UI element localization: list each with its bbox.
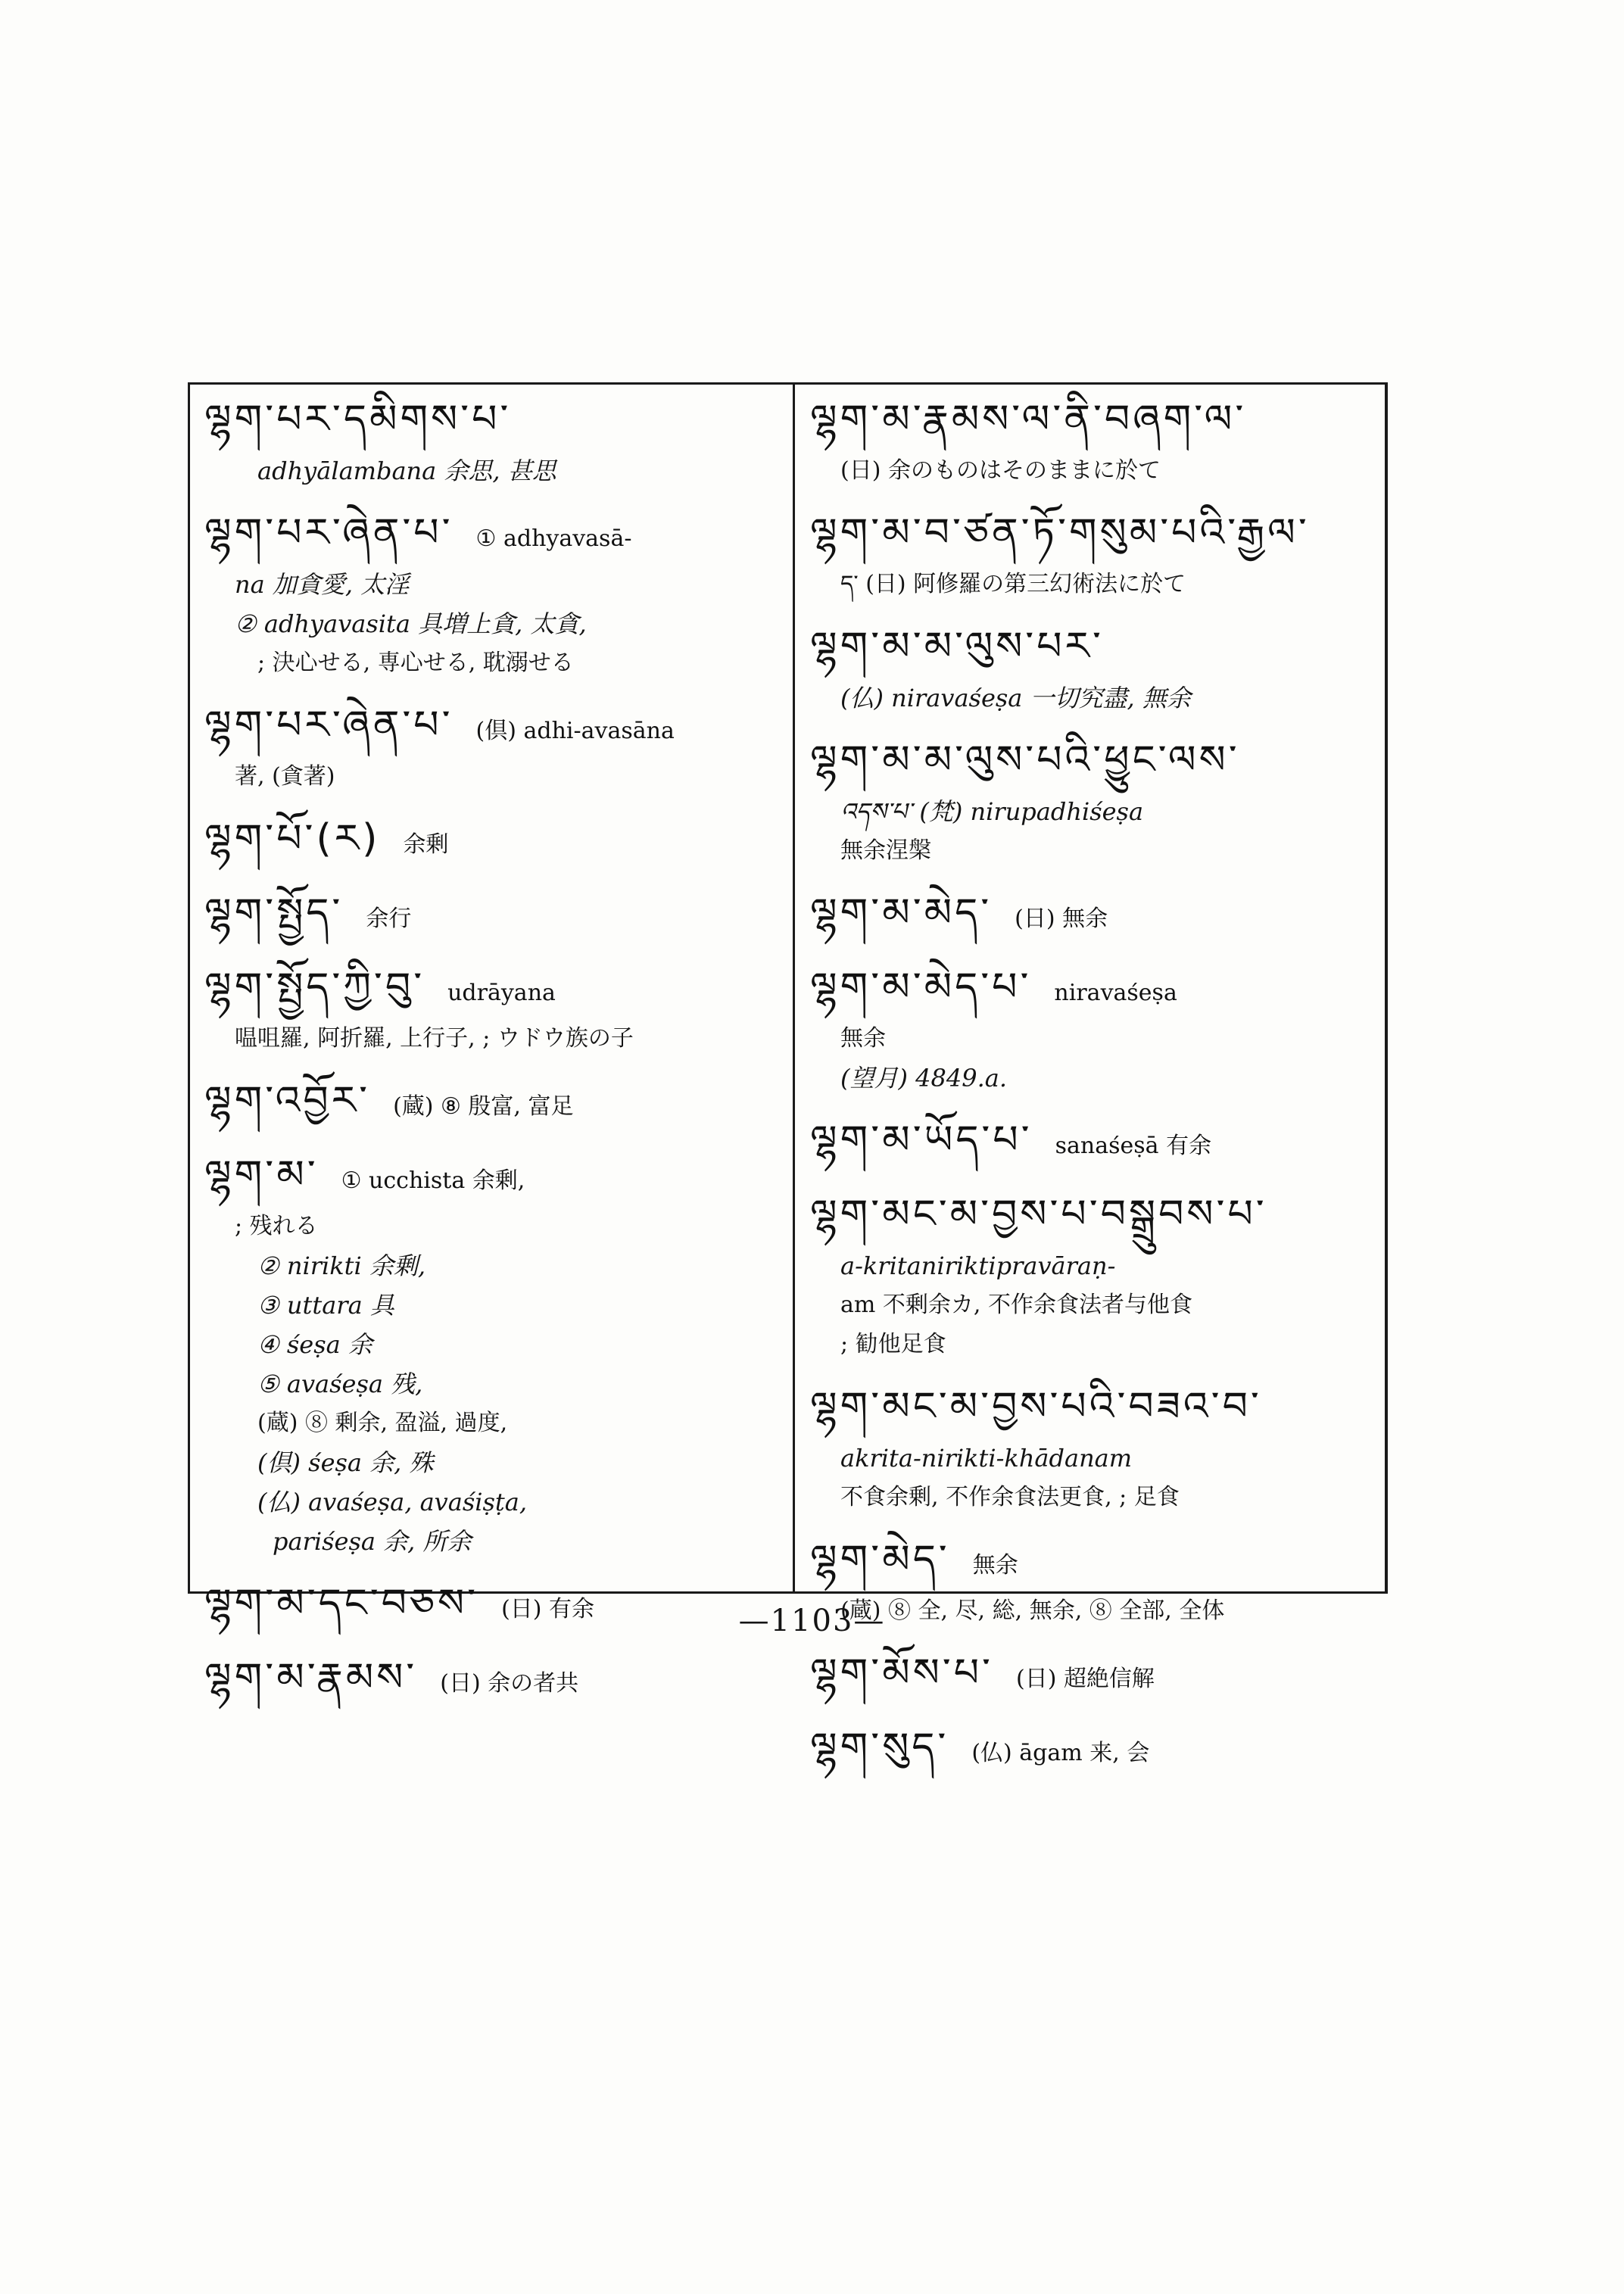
entry-line: ད་ (日) 阿修羅の第三幻術法に於て xyxy=(840,571,1186,597)
entry-gloss: (倶) adhi-avasāna xyxy=(475,718,675,744)
tibetan-headword: ལྷག་མང་མ་བྱས་པའི་བཟའ་བ་ xyxy=(810,1384,1262,1429)
entry-line: 無余 xyxy=(840,1025,886,1052)
entry-gloss: 余剰 xyxy=(403,831,449,858)
dictionary-entry xyxy=(810,1722,1378,1779)
column-divider xyxy=(793,382,795,1594)
dictionary-entry xyxy=(810,507,1378,604)
left-column xyxy=(204,394,780,1726)
dictionary-entry xyxy=(810,394,1378,491)
entry-line: (仏) avaśeṣa, avaśiṣṭa, xyxy=(257,1488,528,1516)
entry-line: 無余涅槃 xyxy=(840,837,931,864)
entry-gloss: (日) 無余 xyxy=(1015,905,1108,932)
entry-line: ② nirikti 余剰, xyxy=(257,1251,426,1280)
dictionary-entry xyxy=(204,813,780,871)
tibetan-headword: ལྷག་མང་མ་བྱས་པ་བསྒྲུབས་པ་ xyxy=(810,1192,1267,1237)
tibetan-headword: ལྷག་སྤྱོད་ xyxy=(204,890,344,936)
entry-gloss: (日) 余の者共 xyxy=(440,1670,579,1697)
tibetan-headword: ལྷག་མ་བ་ཙན་ཏོ་གསུམ་པའི་རྒྱལ་ xyxy=(810,510,1310,556)
dictionary-entry xyxy=(810,621,1378,718)
tibetan-headword: ལྷག་མ་མེད་ xyxy=(810,890,993,936)
entry-line: ; 残れる xyxy=(235,1213,318,1239)
dictionary-entry xyxy=(810,1381,1378,1517)
tibetan-headword: ལྷག་མེད་ xyxy=(810,1537,950,1582)
entry-line: 著, (貪著) xyxy=(235,763,335,790)
tibetan-headword: ལྷག་པར་ཞེན་པ་ xyxy=(204,510,454,556)
tibetan-headword: ལྷག་མ་རྣམས་ xyxy=(204,1655,418,1700)
tibetan-headword: ལྷག་མ་མ་ལུས་པར་ xyxy=(810,624,1104,669)
entry-line: akrita-nirikti-khādanam xyxy=(840,1444,1133,1473)
tibetan-headword: ལྷག་མ་རྣམས་ལ་ནི་བཞག་ལ་ xyxy=(810,397,1247,442)
entry-line: (蔵) ⑧ 剰余, 盈溢, 過度, xyxy=(257,1410,508,1436)
tibetan-headword: ལྷག་འབྱོར་ xyxy=(204,1078,371,1124)
entry-line: ; 決心せる, 専心せる, 耽溺せる xyxy=(257,650,574,676)
entry-gloss: sanaśeṣā 有余 xyxy=(1055,1133,1212,1159)
tibetan-headword: ལྷག་མོས་པ་ xyxy=(810,1650,993,1696)
entry-line: na 加貪愛, 太淫 xyxy=(235,570,410,599)
tibetan-headword: ལྷག་པོ་(ར) xyxy=(204,816,381,862)
dictionary-entry xyxy=(204,887,780,945)
entry-line: ② adhyavasita 具増上貪, 太貪, xyxy=(235,609,587,638)
entry-line: adhyālambana 余思, 甚思 xyxy=(257,457,556,485)
dictionary-entry xyxy=(204,1075,780,1133)
tibetan-headword: ལྷག་མ་ཡོད་པ་ xyxy=(810,1117,1033,1163)
tibetan-headword: ལྷག་མ་དང་བཅས་ xyxy=(204,1581,479,1626)
entry-line: ; 勧他足食 xyxy=(840,1331,946,1357)
entry-gloss: (仏) āgam 来, 会 xyxy=(971,1740,1150,1766)
tibetan-headword: ལྷག་མ་མེད་པ་ xyxy=(810,965,1032,1010)
tibetan-headword: ལྷག་སྤྱོད་ཀྱི་བུ་ xyxy=(204,965,425,1010)
entry-line: (望月) 4849.a. xyxy=(840,1064,1008,1092)
dictionary-entry xyxy=(204,1149,780,1561)
page-number: —1103— xyxy=(738,1604,886,1638)
entry-gloss: 無余 xyxy=(972,1552,1018,1579)
tibetan-headword: ལྷག་སུད་ xyxy=(810,1725,949,1770)
dictionary-entry xyxy=(204,1652,780,1710)
dictionary-entry xyxy=(204,394,780,491)
entry-line: (仏) niravaśeṣa 一切究盡, 無余 xyxy=(840,684,1191,712)
entry-line: 嗢咀羅, 阿折羅, 上行子, ; ウドウ族の子 xyxy=(235,1025,634,1052)
tibetan-headword: ལྷག་མ་ xyxy=(204,1152,319,1198)
entry-line: ④ śeṣa 余 xyxy=(257,1330,372,1359)
entry-line: འདས་པ་ (梵) nirupadhiśeṣa xyxy=(840,797,1144,826)
entry-gloss: (日) 超絶信解 xyxy=(1015,1666,1155,1692)
right-column xyxy=(810,394,1378,1796)
entry-line: (倶) śeṣa 余, 殊 xyxy=(257,1448,434,1477)
dictionary-entry xyxy=(810,1647,1378,1705)
entry-gloss: ① adhyavasā- xyxy=(475,525,632,552)
dictionary-entry xyxy=(810,962,1378,1098)
entry-gloss: (蔵) ⑧ 殷富, 富足 xyxy=(393,1093,574,1120)
dictionary-entry xyxy=(204,700,780,796)
dictionary-entry xyxy=(810,1114,1378,1172)
dictionary-entry xyxy=(204,962,780,1058)
entry-line: ③ uttara 具 xyxy=(257,1291,394,1320)
entry-gloss: (日) 有余 xyxy=(501,1596,595,1622)
entry-line: pariśeṣa 余, 所余 xyxy=(273,1527,472,1556)
entry-gloss: 余行 xyxy=(366,905,412,932)
entry-gloss: niravaśeṣa xyxy=(1054,980,1177,1006)
entry-gloss: ① ucchista 余剰, xyxy=(341,1167,525,1194)
tibetan-headword: ལྷག་པར་ཞེན་པ་ xyxy=(204,703,454,748)
entry-line: (日) 余のものはそのままに於て xyxy=(840,457,1161,484)
dictionary-entry xyxy=(810,887,1378,945)
tibetan-headword: ལྷག་པར་དམིགས་པ་ xyxy=(204,397,512,442)
entry-line: am 不剰余カ, 不作余食法者与他食 xyxy=(840,1292,1192,1318)
dictionary-entry xyxy=(810,734,1378,871)
entry-line: (蔵) ⑧ 全, 尽, 総, 無余, ⑧ 全部, 全体 xyxy=(840,1597,1225,1624)
entry-line: a-kritaniriktipravāraṇ- xyxy=(840,1251,1116,1280)
entry-line: 不食余剰, 不作余食法更食, ; 足食 xyxy=(840,1484,1180,1510)
tibetan-headword: ལྷག་མ་མ་ལུས་པའི་ཕྱུང་ལས་ xyxy=(810,737,1240,783)
entry-gloss: udrāyana xyxy=(447,980,556,1006)
dictionary-entry xyxy=(810,1189,1378,1364)
dictionary-entry xyxy=(204,507,780,683)
entry-line: ⑤ avaśeṣa 残, xyxy=(257,1370,423,1398)
